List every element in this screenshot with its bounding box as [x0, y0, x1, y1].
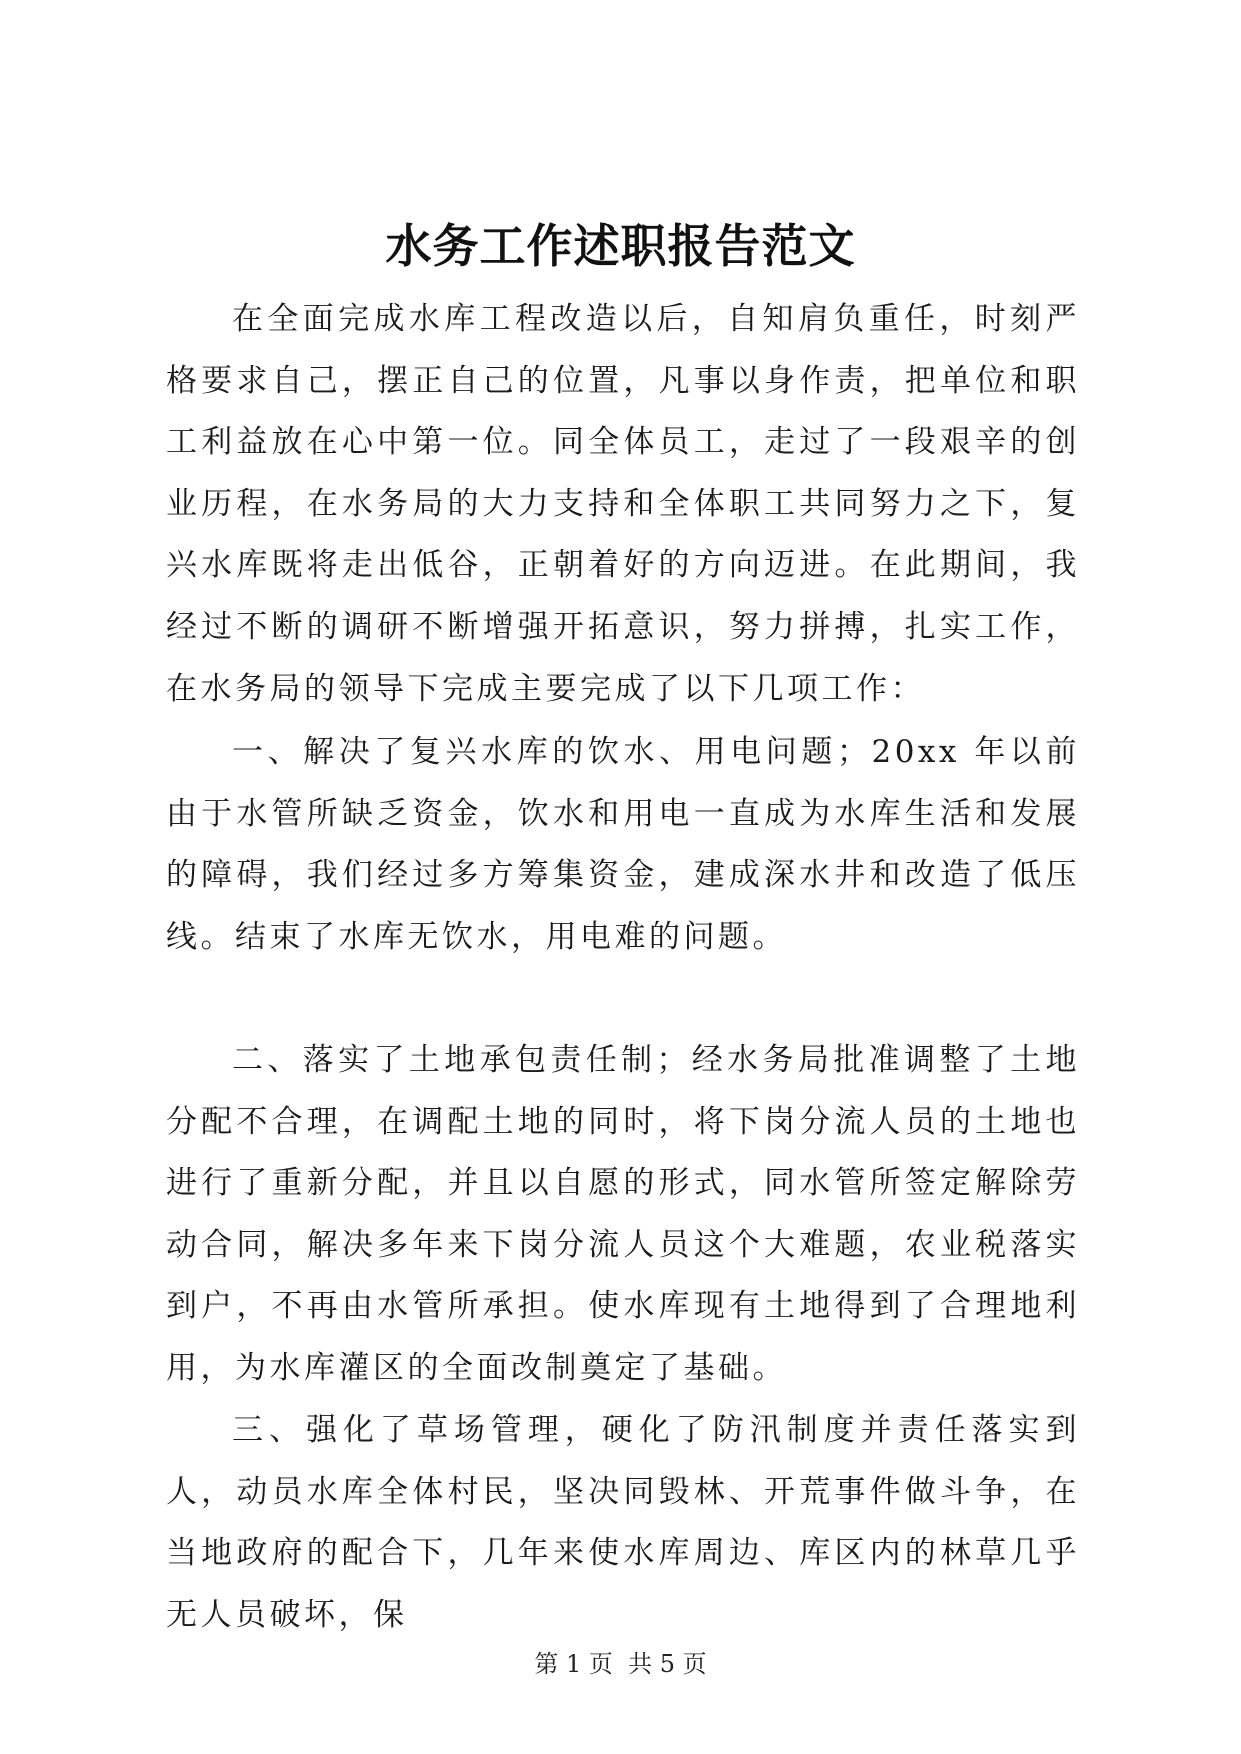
page-number-label: 第 1 页 共 5 页 — [534, 1650, 707, 1678]
paragraph-item-2: 二、落实了土地承包责任制；经水务局批准调整了土地分配不合理，在调配土地的同时，将下岗分流人员的土地也进行了重新分配，并且以自愿的形式，同水管所签定解除劳动合同，解决多年来下岗分流人员这个大难题，农业税落实到户，不再由水管所承担。使水库现有土地得到了合理地利用，为水库灌区的全面改制奠定了基础。 — [166, 1042, 1080, 1386]
paragraph-item-3: 三、强化了草场管理，硬化了防汛制度并责任落实到人，动员水库全体村民，坚决同毁林、开荒事件做斗争，在当地政府的配合下，几年来使水库周边、库区内的林草几乎无人员破坏，保 — [166, 1412, 1080, 1633]
paragraph-intro: 在全面完成水库工程改造以后，自知肩负重任，时刻严格要求自己，摆正自己的位置，凡事以身作责，把单位和职工利益放在心中第一位。同全体员工，走过了一段艰辛的创业历程，在水务局的大力支持和全体职工共同努力之下，复兴水库既将走出低谷，正朝着好的方向迈进。在此期间，我经过不断的调研不断增强开拓意识，努力拼搏，扎实工作，在水务局的领导下完成主要完成了以下几项工作： — [166, 301, 1080, 707]
paragraph-item-1: 一、解决了复兴水库的饮水、用电问题；20xx 年以前由于水管所缺乏资金，饮水和用电一直成为水库生活和发展的障碍，我们经过多方筹集资金，建成深水井和改造了低压线。结束了水库无饮水，用电难的问题。 — [166, 734, 1080, 955]
page-footer — [0, 1649, 1241, 1679]
document-title: 水务工作述职报告范文 — [385, 219, 856, 273]
